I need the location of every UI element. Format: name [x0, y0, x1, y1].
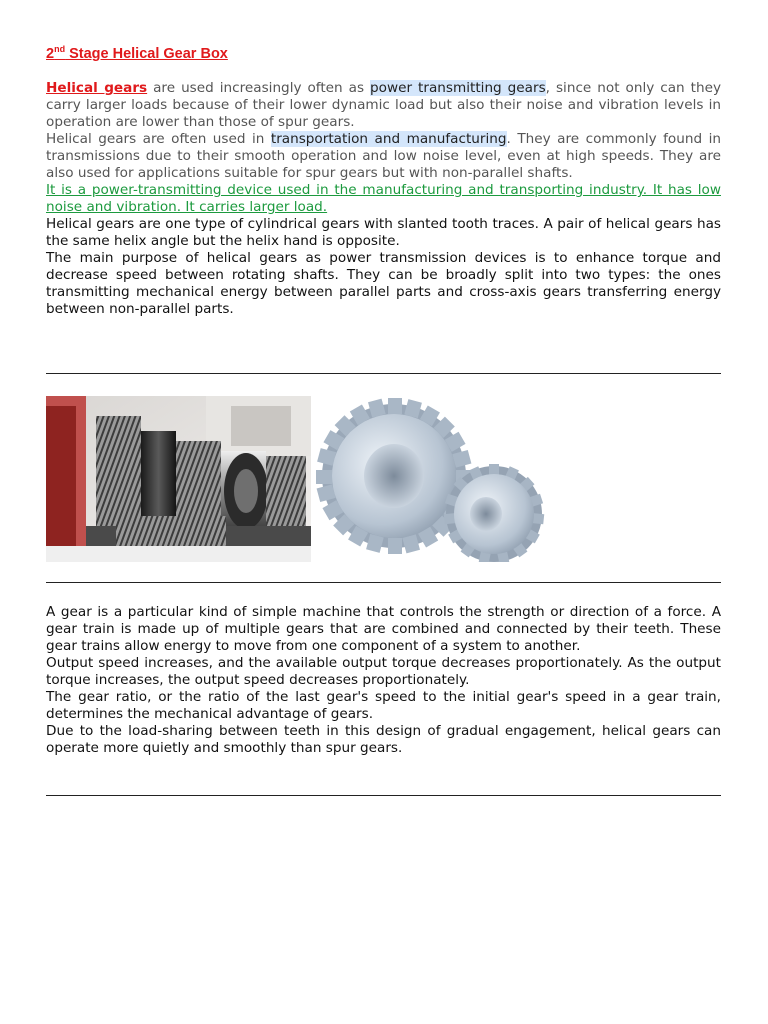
title-number: 2	[46, 45, 55, 62]
gear-paragraph-4: Due to the load-sharing between teeth in this design of gradual engagement, helical gears can operate more quietly and smoothly than spur gears.	[46, 723, 721, 756]
helical-gear-pair-render	[314, 396, 569, 562]
title-text: Stage Helical Gear Box	[65, 45, 228, 62]
intro-paragraph-1: Helical gears are used increasingly often as power transmitting gears, since not only can they carry larger loads because of their lower dynamic load but also their noise and vibration levels in operation are lower than those of spur gears.	[46, 80, 721, 130]
intro-section	[46, 80, 721, 318]
intro-green-summary: It is a power-transmitting device used in the manufacturing and transporting industry. It has low noise and vibration. It carries larger load.	[46, 182, 721, 215]
gear-images	[46, 396, 576, 562]
intro-paragraph-5: The main purpose of helical gears as power transmission devices is to enhance torque and decrease speed between rotating shafts. They can be broadly split into two types: the ones transmitting mechanical energy between parallel parts and cross-axis gears transferring energy between non-parallel parts.	[46, 250, 721, 317]
gearbox-photo	[46, 396, 311, 562]
intro-paragraph-2: Helical gears are often used in transportation and manufacturing. They are commonly found in transmissions due to their smooth operation and low noise level, even at high speeds. They are also used for applications suitable for spur gears but with non-parallel shafts.	[46, 131, 721, 181]
horizontal-rule	[46, 795, 721, 796]
gear-paragraph-3: The gear ratio, or the ratio of the last gear's speed to the initial gear's speed in a gear train, determines the mechanical advantage of gears.	[46, 689, 721, 722]
highlight-power-transmitting: power transmitting gears	[370, 80, 546, 96]
horizontal-rule	[46, 373, 721, 374]
gear-paragraph-1: A gear is a particular kind of simple machine that controls the strength or direction of a force. A gear train is made up of multiple gears that are combined and connected by their teeth. These gear trains allow energy to move from one component of a system to another.	[46, 604, 721, 654]
helical-gears-link[interactable]: Helical gears	[46, 80, 148, 96]
page-title	[46, 44, 228, 62]
gear-explanation-section	[46, 604, 721, 757]
intro-paragraph-4: Helical gears are one type of cylindrical gears with slanted tooth traces. A pair of helical gears has the same helix angle but the helix hand is opposite.	[46, 216, 721, 249]
title-superscript: nd	[54, 44, 66, 54]
horizontal-rule	[46, 582, 721, 583]
gear-paragraph-2: Output speed increases, and the available output torque decreases proportionately. As the output torque increases, the output speed decreases proportionately.	[46, 655, 721, 688]
highlight-transportation: transportation and manufacturing	[270, 131, 507, 147]
